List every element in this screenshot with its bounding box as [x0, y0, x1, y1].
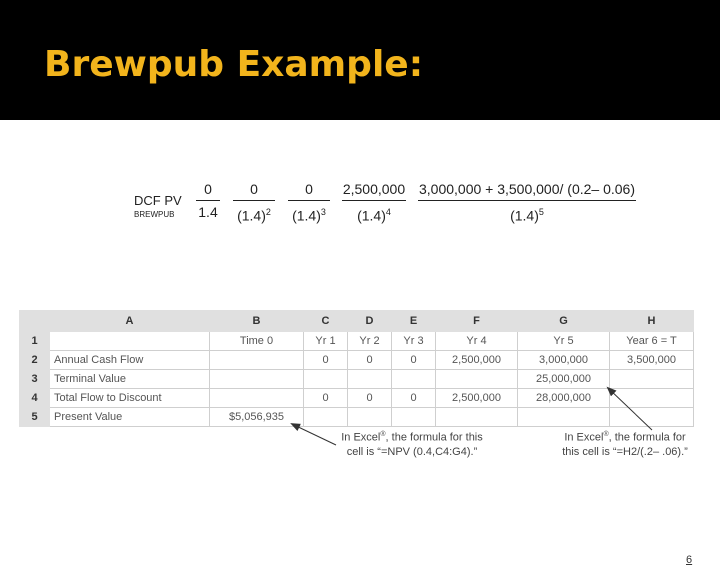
row-number[interactable]: 2 — [20, 351, 50, 370]
table-cell[interactable]: Yr 3 — [392, 332, 436, 351]
row-number[interactable]: 5 — [20, 408, 50, 427]
formula-label: DCF PV — [134, 193, 182, 208]
table-cell[interactable]: 0 — [304, 351, 348, 370]
term-numerator: 0 — [305, 181, 313, 197]
term-denominator: $(1.4)^4$ — [357, 207, 391, 224]
arrow-to-present-value — [292, 424, 336, 445]
row-label-cell[interactable]: Terminal Value — [50, 370, 210, 389]
row-number[interactable]: 4 — [20, 389, 50, 408]
table-cell[interactable]: Yr 5 — [518, 332, 610, 351]
term-numerator: 0 — [250, 181, 258, 197]
table-cell[interactable]: Yr 2 — [348, 332, 392, 351]
term-denominator: 1.4 — [198, 204, 218, 220]
arrow-to-terminal-value — [608, 388, 652, 430]
callout-note-terminal: In Excel®, the formula for this cell is “=H2/(.2– .06).” — [562, 431, 688, 458]
row-label-cell[interactable]: Total Flow to Discount — [50, 389, 210, 408]
formula-label-subscript: BREWPUB — [134, 210, 175, 219]
page-number[interactable]: 6 — [686, 554, 693, 566]
column-header[interactable]: C — [304, 311, 348, 332]
table-cell[interactable]: 0 — [392, 351, 436, 370]
column-header[interactable]: A — [50, 311, 210, 332]
table-cell[interactable]: 0 — [348, 351, 392, 370]
table-cell[interactable]: Time 0 — [210, 332, 304, 351]
table-cell[interactable]: Yr 4 — [436, 332, 518, 351]
row-label-cell[interactable]: Present Value — [50, 408, 210, 427]
term-numerator: 3,000,000 + 3,500,000/ (0.2– 0.06) — [418, 181, 635, 197]
term-denominator: $(1.4)^5$ — [510, 207, 544, 224]
table-cell[interactable]: 28,000,000 — [518, 389, 610, 408]
table-cell[interactable]: 25,000,000 — [518, 370, 610, 389]
slide-title: Brewpub Example: — [44, 44, 424, 85]
table-cell[interactable]: 0 — [304, 389, 348, 408]
table-cell[interactable]: $5,056,935 — [210, 408, 304, 427]
term-numerator: 0 — [204, 181, 212, 197]
column-header[interactable]: E — [392, 311, 436, 332]
callout-note-npv: In Excel®, the formula for this cell is “=NPV (0.4,C4:G4).” — [341, 431, 483, 458]
table-cell[interactable]: 0 — [348, 389, 392, 408]
table-cell[interactable]: 2,500,000 — [436, 389, 518, 408]
term-denominator: $(1.4)^3$ — [292, 207, 326, 224]
table-cell[interactable]: 3,500,000 — [610, 351, 694, 370]
row-number[interactable]: 3 — [20, 370, 50, 389]
table-cell[interactable]: 3,000,000 — [518, 351, 610, 370]
row-number[interactable]: 1 — [20, 332, 50, 351]
column-header[interactable]: F — [436, 311, 518, 332]
row-label-cell[interactable]: Annual Cash Flow — [50, 351, 210, 370]
term-numerator: 2,500,000 — [342, 181, 406, 197]
table-cell[interactable]: Yr 1 — [304, 332, 348, 351]
column-header[interactable]: G — [518, 311, 610, 332]
table-cell[interactable]: Year 6 = T — [610, 332, 694, 351]
term-denominator: $(1.4)^2$ — [237, 207, 271, 224]
table-cell[interactable]: 0 — [392, 389, 436, 408]
column-header[interactable]: B — [210, 311, 304, 332]
column-header[interactable]: H — [610, 311, 694, 332]
table-cell[interactable]: 2,500,000 — [436, 351, 518, 370]
column-header[interactable]: D — [348, 311, 392, 332]
